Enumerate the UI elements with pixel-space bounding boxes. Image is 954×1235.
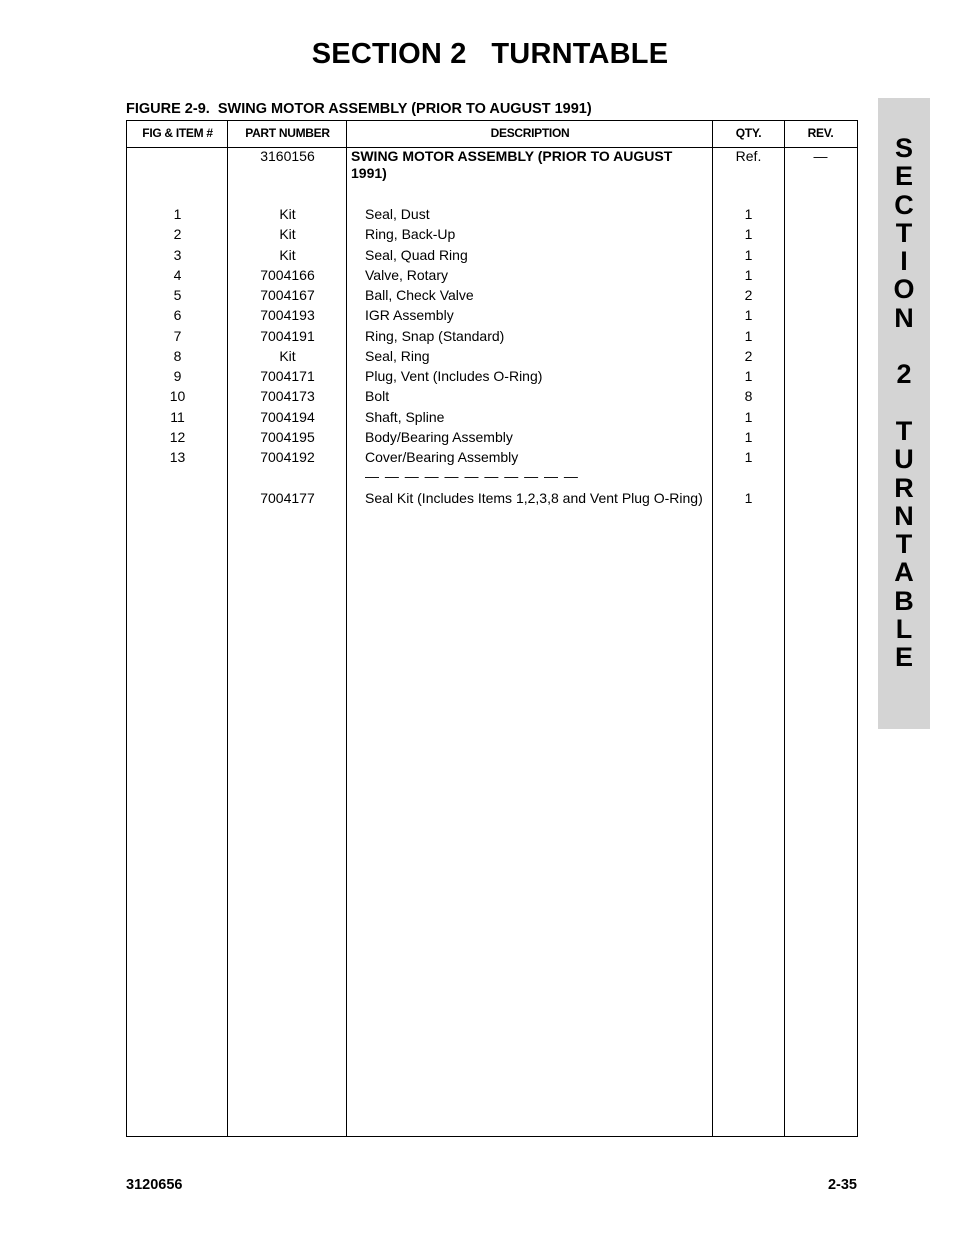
quantity: 1: [744, 307, 753, 323]
tab-letter: S: [894, 133, 913, 163]
table-row: [127, 206, 857, 226]
tab-letter: E: [894, 642, 913, 673]
part-number: 7004193: [260, 307, 315, 323]
part-number: 3160156: [260, 148, 315, 164]
page-number: 2-35: [827, 1177, 857, 1193]
description: IGR Assembly: [365, 307, 454, 323]
table-row: [127, 368, 857, 388]
item-number: 7: [173, 328, 182, 344]
description: Valve, Rotary: [365, 267, 448, 283]
part-number: 7004191: [260, 328, 315, 344]
quantity: 2: [744, 348, 753, 364]
tab-letter: L: [895, 614, 913, 645]
description: Ring, Back-Up: [365, 226, 456, 242]
item-number: 13: [169, 449, 186, 465]
tab-letter: I: [900, 246, 908, 277]
tab-letter: N: [894, 302, 914, 333]
table-row: [127, 287, 857, 307]
item-number: 12: [169, 429, 186, 445]
quantity: 1: [744, 328, 753, 344]
quantity: 1: [744, 226, 753, 242]
table-row: [127, 267, 857, 287]
tab-letter: N: [894, 500, 914, 531]
part-number: 7004166: [260, 267, 315, 283]
table-row: [127, 388, 857, 408]
quantity: 1: [744, 206, 753, 222]
description: Seal, Quad Ring: [365, 247, 468, 263]
column-header-rev: REV.: [807, 126, 834, 140]
tab-letter: A: [894, 557, 914, 588]
separator-dashes: — — — — — — — — — — —: [365, 468, 579, 484]
description: Ball, Check Valve: [365, 287, 474, 303]
part-number: Kit: [279, 206, 296, 222]
description: Ring, Snap (Standard): [365, 328, 505, 344]
revision: —: [813, 148, 828, 164]
description: SWING MOTOR ASSEMBLY (PRIOR TO AUGUST 1991): [351, 148, 673, 181]
item-number: 8: [173, 348, 182, 364]
column-header-qty: QTY.: [735, 126, 762, 140]
quantity: 1: [744, 409, 753, 425]
part-number: 7004192: [260, 449, 315, 465]
item-number: 6: [173, 307, 182, 323]
quantity: 1: [744, 449, 753, 465]
page-title: SECTION 2 TURNTABLE: [311, 38, 669, 70]
description: Bolt: [365, 388, 390, 404]
tab-letter: E: [894, 161, 913, 192]
item-number: 11: [170, 409, 185, 425]
tab-letter: B: [894, 585, 914, 616]
part-number: 7004195: [260, 429, 315, 445]
tab-letter: 2: [896, 359, 912, 390]
part-number: 7004171: [260, 368, 315, 384]
quantity: 1: [744, 429, 753, 445]
part-number: 7004194: [260, 409, 315, 425]
item-number: 3: [173, 247, 182, 263]
separator-row: [127, 468, 857, 488]
table-row: [127, 348, 857, 368]
part-number: Kit: [279, 226, 296, 242]
description: Plug, Vent (Includes O-Ring): [365, 368, 543, 384]
tab-letter: T: [895, 217, 913, 248]
description: Seal, Ring: [365, 348, 430, 364]
tab-letter: U: [894, 444, 914, 475]
quantity: 1: [744, 267, 753, 283]
column-header-description: DESCRIPTION: [490, 126, 570, 140]
document-number: 3120656: [126, 1177, 183, 1193]
part-number: 7004173: [260, 388, 315, 404]
quantity: Ref.: [735, 148, 762, 164]
quantity: 1: [744, 247, 753, 263]
assembly-row: [127, 148, 857, 181]
description: Body/Bearing Assembly: [365, 429, 513, 445]
table-row: [127, 449, 857, 469]
part-number: Kit: [279, 247, 296, 263]
section-side-tab: [878, 98, 930, 729]
figure-title: FIGURE 2-9. SWING MOTOR ASSEMBLY (PRIOR TO AUGUST 1991): [126, 101, 592, 117]
table-row: [127, 247, 857, 267]
tab-letter: T: [895, 529, 913, 560]
table-row: [127, 226, 857, 246]
table-row: [127, 328, 857, 348]
item-number: 10: [169, 388, 186, 404]
item-number: 9: [173, 368, 182, 384]
quantity: 2: [744, 287, 753, 303]
part-number: 7004177: [260, 490, 315, 506]
table-row: [127, 307, 857, 327]
description: Shaft, Spline: [365, 409, 445, 425]
quantity: 1: [744, 490, 753, 506]
quantity: 8: [744, 388, 753, 404]
item-number: 2: [173, 226, 182, 242]
item-number: 1: [173, 206, 182, 222]
part-number: Kit: [279, 348, 296, 364]
description: Seal, Dust: [365, 206, 430, 222]
parts-table: [126, 120, 858, 1137]
table-row: [127, 429, 857, 449]
part-number: 7004167: [260, 287, 315, 303]
column-header-part-number: PART NUMBER: [245, 126, 330, 140]
kit-row: [127, 490, 857, 510]
tab-letter: O: [893, 274, 915, 305]
tab-letter: R: [894, 472, 914, 503]
quantity: 1: [744, 368, 753, 384]
tab-letter: T: [895, 415, 913, 446]
tab-letter: C: [894, 189, 914, 220]
description: Cover/Bearing Assembly: [365, 449, 519, 465]
item-number: 5: [173, 287, 182, 303]
description: Seal Kit (Includes Items 1,2,3,8 and Vent Plug O-Ring): [365, 490, 703, 506]
item-number: 4: [173, 267, 182, 283]
table-row: [127, 409, 857, 429]
column-header-item: FIG & ITEM #: [142, 126, 213, 140]
